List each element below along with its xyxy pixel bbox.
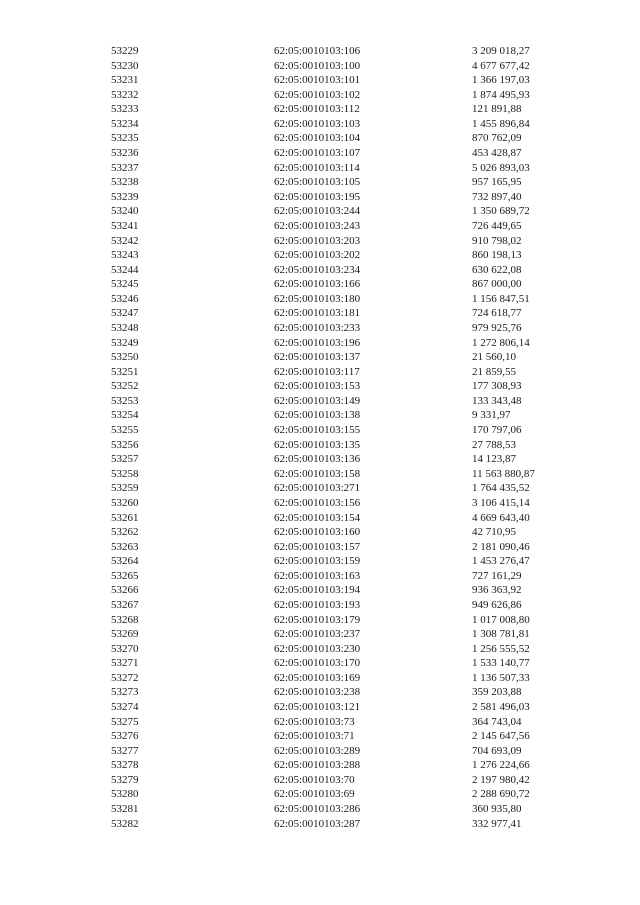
cadastral-value: 332 977,41 [472, 817, 522, 830]
cadastral-number: 62:05:0010103:71 [274, 730, 355, 743]
cadastral-number: 62:05:0010103:112 [274, 103, 360, 116]
table-row [0, 758, 640, 773]
record-number: 53243 [111, 249, 139, 262]
cadastral-value: 2 197 980,42 [472, 773, 530, 786]
table-row [0, 277, 640, 292]
cadastral-value: 2 181 090,46 [472, 540, 530, 553]
cadastral-number: 62:05:0010103:159 [274, 555, 361, 568]
cadastral-number: 62:05:0010103:102 [274, 88, 361, 101]
cadastral-value: 726 449,65 [472, 219, 522, 232]
table-row [0, 802, 640, 817]
table-row [0, 88, 640, 103]
cadastral-number: 62:05:0010103:170 [274, 657, 361, 670]
record-number: 53264 [111, 555, 139, 568]
cadastral-value: 121 891,88 [472, 103, 522, 116]
record-number: 53274 [111, 701, 139, 714]
cadastral-value: 359 203,88 [472, 686, 522, 699]
cadastral-value: 910 798,02 [472, 234, 522, 247]
record-number: 53255 [111, 424, 139, 437]
cadastral-value: 4 669 643,40 [472, 511, 530, 524]
cadastral-value: 870 762,09 [472, 132, 522, 145]
cadastral-value: 979 925,76 [472, 321, 522, 334]
cadastral-value: 1 156 847,51 [472, 292, 530, 305]
table-row [0, 350, 640, 365]
cadastral-value: 1 256 555,52 [472, 642, 530, 655]
record-number: 53282 [111, 817, 139, 830]
table-row [0, 379, 640, 394]
record-number: 53281 [111, 803, 139, 816]
table-row [0, 656, 640, 671]
table-row [0, 583, 640, 598]
cadastral-value: 1 350 689,72 [472, 205, 530, 218]
cadastral-number: 62:05:0010103:179 [274, 613, 361, 626]
cadastral-number: 62:05:0010103:196 [274, 336, 361, 349]
table-row [0, 321, 640, 336]
cadastral-value: 936 363,92 [472, 584, 522, 597]
table-row [0, 59, 640, 74]
table-row [0, 234, 640, 249]
cadastral-number: 62:05:0010103:103 [274, 117, 361, 130]
cadastral-value: 1 272 806,14 [472, 336, 530, 349]
table-row [0, 671, 640, 686]
cadastral-number: 62:05:0010103:117 [274, 365, 360, 378]
cadastral-number: 62:05:0010103:238 [274, 686, 361, 699]
record-number: 53278 [111, 759, 139, 772]
record-number: 53257 [111, 453, 139, 466]
record-number: 53272 [111, 671, 139, 684]
table-row [0, 511, 640, 526]
table-row [0, 481, 640, 496]
record-number: 53246 [111, 292, 139, 305]
record-number: 53245 [111, 278, 139, 291]
record-number: 53275 [111, 715, 139, 728]
record-number: 53233 [111, 103, 139, 116]
cadastral-value: 1 533 140,77 [472, 657, 530, 670]
table-row [0, 540, 640, 555]
record-number: 53251 [111, 365, 139, 378]
cadastral-value: 630 622,08 [472, 263, 522, 276]
cadastral-number: 62:05:0010103:237 [274, 628, 361, 641]
cadastral-value: 1 017 008,80 [472, 613, 530, 626]
cadastral-value: 957 165,95 [472, 176, 522, 189]
table-row [0, 73, 640, 88]
cadastral-value: 2 145 647,56 [472, 730, 530, 743]
cadastral-number: 62:05:0010103:154 [274, 511, 361, 524]
record-number: 53232 [111, 88, 139, 101]
table-row [0, 554, 640, 569]
table-row [0, 569, 640, 584]
table-row [0, 336, 640, 351]
record-number: 53239 [111, 190, 139, 203]
record-number: 53235 [111, 132, 139, 145]
cadastral-number: 62:05:0010103:106 [274, 45, 361, 57]
record-number: 53267 [111, 598, 139, 611]
record-number: 53229 [111, 45, 139, 57]
record-number: 53266 [111, 584, 139, 597]
record-number: 53262 [111, 526, 139, 539]
record-number: 53250 [111, 351, 139, 364]
cadastral-number: 62:05:0010103:138 [274, 409, 361, 422]
cadastral-value: 14 123,87 [472, 453, 516, 466]
cadastral-number: 62:05:0010103:286 [274, 803, 361, 816]
table-row [0, 131, 640, 146]
table-row [0, 496, 640, 511]
record-number: 53242 [111, 234, 139, 247]
record-number: 53277 [111, 744, 139, 757]
cadastral-number: 62:05:0010103:101 [274, 74, 361, 87]
cadastral-value: 5 026 893,03 [472, 161, 530, 174]
table-row [0, 408, 640, 423]
cadastral-value: 133 343,48 [472, 394, 522, 407]
table-row [0, 204, 640, 219]
record-number: 53273 [111, 686, 139, 699]
record-number: 53240 [111, 205, 139, 218]
cadastral-value: 1 308 781,81 [472, 628, 530, 641]
record-number: 53259 [111, 482, 139, 495]
cadastral-number: 62:05:0010103:243 [274, 219, 361, 232]
cadastral-value: 727 161,29 [472, 569, 522, 582]
cadastral-number: 62:05:0010103:163 [274, 569, 361, 582]
table-row [0, 685, 640, 700]
cadastral-number: 62:05:0010103:135 [274, 438, 361, 451]
table-row [0, 773, 640, 788]
record-number: 53237 [111, 161, 139, 174]
cadastral-number: 62:05:0010103:287 [274, 817, 361, 830]
table-row [0, 394, 640, 409]
record-number: 53270 [111, 642, 139, 655]
table-row [0, 161, 640, 176]
record-number: 53263 [111, 540, 139, 553]
table-row [0, 117, 640, 132]
record-number: 53244 [111, 263, 139, 276]
cadastral-value: 1 453 276,47 [472, 555, 530, 568]
table-row [0, 817, 640, 832]
cadastral-value: 360 935,80 [472, 803, 522, 816]
table-row [0, 292, 640, 307]
table-row [0, 627, 640, 642]
table-row [0, 423, 640, 438]
record-number: 53261 [111, 511, 139, 524]
cadastral-number: 62:05:0010103:181 [274, 307, 361, 320]
cadastral-number: 62:05:0010103:121 [274, 701, 361, 714]
record-number: 53248 [111, 321, 139, 334]
cadastral-value: 1 136 507,33 [472, 671, 530, 684]
cadastral-number: 62:05:0010103:203 [274, 234, 361, 247]
cadastral-number: 62:05:0010103:153 [274, 380, 361, 393]
cadastral-value: 867 000,00 [472, 278, 522, 291]
cadastral-value: 42 710,95 [472, 526, 516, 539]
table-row [0, 787, 640, 802]
cadastral-number: 62:05:0010103:244 [274, 205, 361, 218]
cadastral-value: 1 276 224,66 [472, 759, 530, 772]
cadastral-number: 62:05:0010103:114 [274, 161, 360, 174]
cadastral-number: 62:05:0010103:155 [274, 424, 361, 437]
cadastral-value: 860 198,13 [472, 249, 522, 262]
cadastral-number: 62:05:0010103:70 [274, 773, 355, 786]
cadastral-number: 62:05:0010103:160 [274, 526, 361, 539]
table-row [0, 219, 640, 234]
table-row [0, 729, 640, 744]
record-number: 53269 [111, 628, 139, 641]
cadastral-number: 62:05:0010103:166 [274, 278, 361, 291]
record-number: 53247 [111, 307, 139, 320]
cadastral-number: 62:05:0010103:234 [274, 263, 361, 276]
cadastral-value: 3 106 415,14 [472, 496, 530, 509]
cadastral-value: 364 743,04 [472, 715, 522, 728]
cadastral-value: 1 874 495,93 [472, 88, 530, 101]
record-number: 53249 [111, 336, 139, 349]
record-number: 53265 [111, 569, 139, 582]
cadastral-value: 21 560,10 [472, 351, 516, 364]
table-row [0, 744, 640, 759]
table-row [0, 715, 640, 730]
record-number: 53253 [111, 394, 139, 407]
table-row [0, 452, 640, 467]
table-row [0, 263, 640, 278]
cadastral-number: 62:05:0010103:230 [274, 642, 361, 655]
table-row [0, 190, 640, 205]
cadastral-number: 62:05:0010103:194 [274, 584, 361, 597]
table-row [0, 365, 640, 380]
cadastral-value: 1 455 896,84 [472, 117, 530, 130]
table-row [0, 525, 640, 540]
cadastral-value: 3 209 018,27 [472, 45, 530, 57]
cadastral-number: 62:05:0010103:202 [274, 249, 361, 262]
cadastral-value: 27 788,53 [472, 438, 516, 451]
cadastral-value: 4 677 677,42 [472, 59, 530, 72]
cadastral-number: 62:05:0010103:233 [274, 321, 361, 334]
record-number: 53231 [111, 74, 139, 87]
cadastral-value: 2 581 496,03 [472, 701, 530, 714]
record-number: 53254 [111, 409, 139, 422]
cadastral-number: 62:05:0010103:157 [274, 540, 361, 553]
table-row [0, 642, 640, 657]
table-row [0, 598, 640, 613]
cadastral-number: 62:05:0010103:180 [274, 292, 361, 305]
record-number: 53276 [111, 730, 139, 743]
record-number: 53238 [111, 176, 139, 189]
record-number: 53241 [111, 219, 139, 232]
cadastral-number: 62:05:0010103:105 [274, 176, 361, 189]
cadastral-number: 62:05:0010103:156 [274, 496, 361, 509]
table-row [0, 146, 640, 161]
cadastral-value: 732 897,40 [472, 190, 522, 203]
cadastral-number: 62:05:0010103:193 [274, 598, 361, 611]
cadastral-value: 177 308,93 [472, 380, 522, 393]
cadastral-value-list [0, 44, 640, 831]
cadastral-value: 9 331,97 [472, 409, 511, 422]
record-number: 53280 [111, 788, 139, 801]
cadastral-number: 62:05:0010103:69 [274, 788, 355, 801]
table-row [0, 613, 640, 628]
record-number: 53252 [111, 380, 139, 393]
table-row [0, 438, 640, 453]
cadastral-number: 62:05:0010103:169 [274, 671, 361, 684]
record-number: 53279 [111, 773, 139, 786]
cadastral-number: 62:05:0010103:136 [274, 453, 361, 466]
table-row [0, 467, 640, 482]
cadastral-value: 11 563 880,87 [472, 467, 535, 480]
cadastral-value: 170 797,06 [472, 424, 522, 437]
cadastral-number: 62:05:0010103:289 [274, 744, 361, 757]
cadastral-number: 62:05:0010103:288 [274, 759, 361, 772]
record-number: 53256 [111, 438, 139, 451]
table-row [0, 102, 640, 117]
cadastral-number: 62:05:0010103:195 [274, 190, 361, 203]
table-row [0, 248, 640, 263]
cadastral-value: 949 626,86 [472, 598, 522, 611]
table-row [0, 306, 640, 321]
record-number: 53230 [111, 59, 139, 72]
record-number: 53234 [111, 117, 139, 130]
cadastral-value: 2 288 690,72 [472, 788, 530, 801]
table-row [0, 175, 640, 190]
record-number: 53236 [111, 147, 139, 160]
cadastral-number: 62:05:0010103:100 [274, 59, 361, 72]
cadastral-value: 704 693,09 [472, 744, 522, 757]
cadastral-value: 1 764 435,52 [472, 482, 530, 495]
table-row [0, 44, 640, 59]
cadastral-value: 453 428,87 [472, 147, 522, 160]
cadastral-value: 1 366 197,03 [472, 74, 530, 87]
record-number: 53271 [111, 657, 139, 670]
record-number: 53258 [111, 467, 139, 480]
table-row [0, 700, 640, 715]
cadastral-number: 62:05:0010103:271 [274, 482, 361, 495]
cadastral-number: 62:05:0010103:137 [274, 351, 361, 364]
cadastral-number: 62:05:0010103:158 [274, 467, 361, 480]
cadastral-number: 62:05:0010103:104 [274, 132, 361, 145]
record-number: 53260 [111, 496, 139, 509]
cadastral-value: 21 859,55 [472, 365, 516, 378]
cadastral-number: 62:05:0010103:149 [274, 394, 361, 407]
cadastral-value: 724 618,77 [472, 307, 522, 320]
cadastral-number: 62:05:0010103:107 [274, 147, 361, 160]
record-number: 53268 [111, 613, 139, 626]
cadastral-number: 62:05:0010103:73 [274, 715, 355, 728]
